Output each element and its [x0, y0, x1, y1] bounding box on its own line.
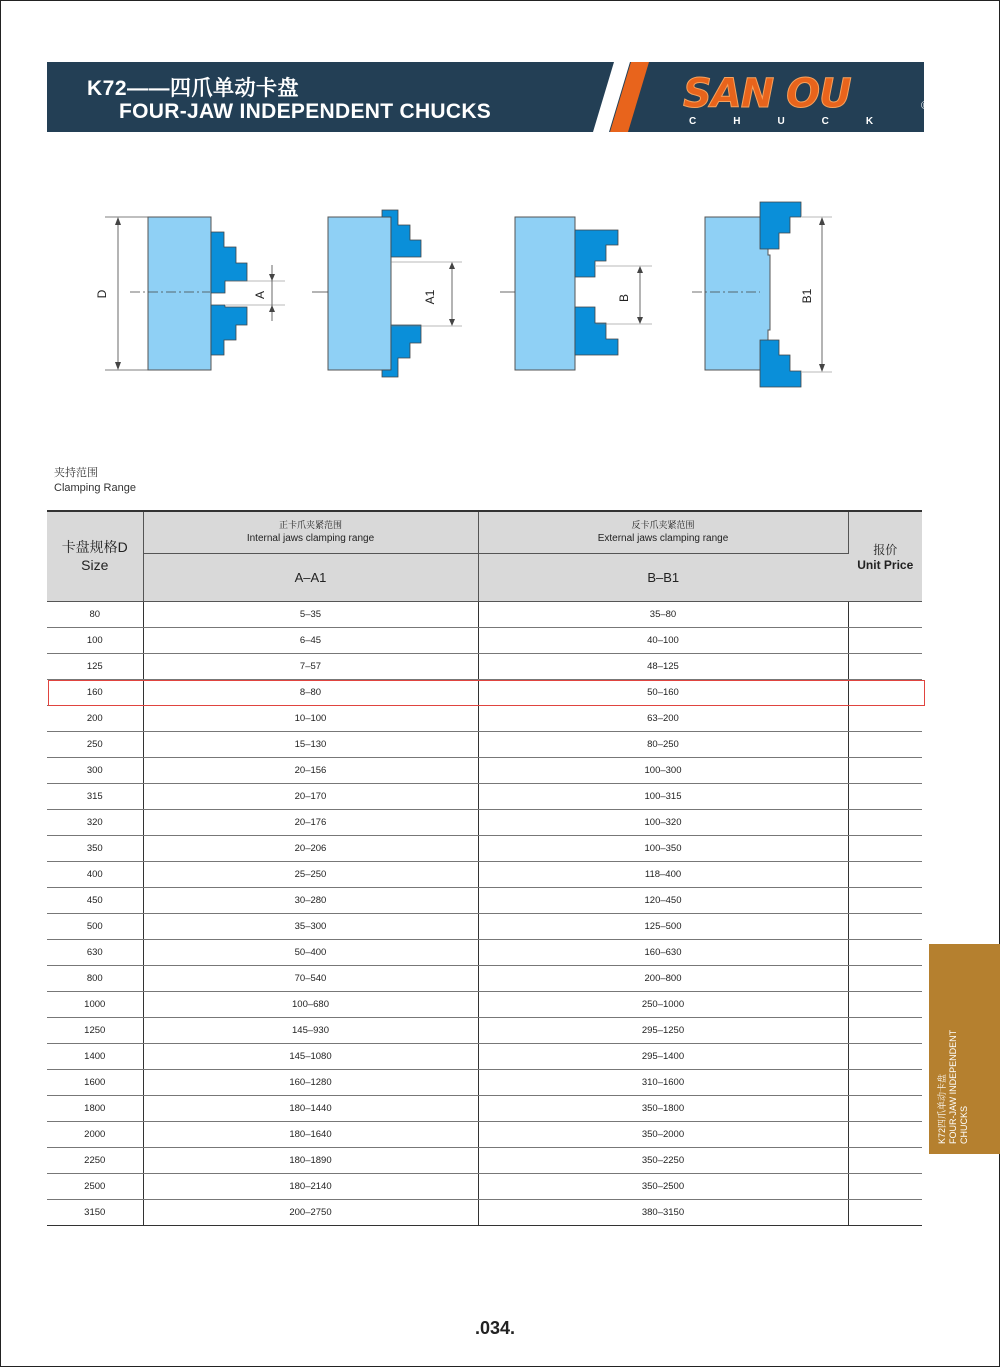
cell-unit-price — [848, 835, 922, 861]
cell-unit-price — [848, 1121, 922, 1147]
cell-unit-price — [848, 705, 922, 731]
cell-external-range: 380–3150 — [478, 1199, 848, 1225]
chuck-diagrams — [0, 195, 1000, 395]
header-internal — [143, 511, 478, 553]
side-tab-line2: FOUR-JAW INDEPENDENT — [948, 1029, 958, 1144]
jaw-lower — [575, 307, 618, 355]
header-internal-sub: A–A1 — [143, 553, 478, 601]
table-row — [47, 731, 922, 757]
header-internal-cn: 正卡爪夹紧范围 — [278, 520, 342, 531]
cell-unit-price — [848, 653, 922, 679]
cell-external-range: 350–2000 — [478, 1121, 848, 1147]
cell-unit-price — [848, 731, 922, 757]
page-number: .034. — [474, 1318, 516, 1338]
cell-external-range: 100–350 — [478, 835, 848, 861]
table-row — [47, 1095, 922, 1121]
table-row — [47, 1069, 922, 1095]
cell-internal-range: 20–176 — [143, 809, 478, 835]
dim-label-b: B — [617, 293, 631, 303]
table-row — [47, 653, 922, 679]
header-size-en: Size — [81, 557, 109, 574]
cell-internal-range: 100–680 — [143, 991, 478, 1017]
cell-internal-range: 160–1280 — [143, 1069, 478, 1095]
registered-mark: ® — [921, 100, 930, 112]
header-size — [47, 511, 143, 601]
chuck-body — [515, 217, 575, 370]
cell-internal-range: 20–206 — [143, 835, 478, 861]
cell-unit-price — [848, 783, 922, 809]
dim-label-a: A — [253, 290, 267, 300]
table-row — [47, 705, 922, 731]
cell-unit-price — [848, 757, 922, 783]
header-price-cn: 报价 — [873, 542, 898, 557]
cell-external-range: 48–125 — [478, 653, 848, 679]
cell-unit-price — [848, 601, 922, 627]
chuck-body — [328, 217, 391, 370]
cell-size: 160 — [47, 679, 143, 705]
table-row — [47, 1121, 922, 1147]
jaw-upper — [760, 202, 801, 249]
cell-internal-range: 5–35 — [143, 601, 478, 627]
cell-external-range: 295–1400 — [478, 1043, 848, 1069]
cell-internal-range: 145–930 — [143, 1017, 478, 1043]
side-tab — [929, 944, 1000, 1154]
diagram-internal-a1 — [312, 210, 462, 377]
page-title-cn: K72——四爪单动卡盘 — [87, 77, 300, 100]
cell-size: 3150 — [47, 1199, 143, 1225]
cell-internal-range: 180–1890 — [143, 1147, 478, 1173]
brand-sub: CHUCK — [689, 116, 911, 127]
side-tab-text — [937, 1030, 970, 1144]
table-row — [47, 835, 922, 861]
dim-label-b1: B1 — [800, 288, 814, 304]
cell-internal-range: 30–280 — [143, 887, 478, 913]
table-row — [47, 809, 922, 835]
header-external-cn: 反卡爪夹紧范围 — [631, 520, 695, 531]
cell-external-range: 35–80 — [478, 601, 848, 627]
cell-internal-range: 180–1640 — [143, 1121, 478, 1147]
cell-size: 2000 — [47, 1121, 143, 1147]
cell-external-range: 310–1600 — [478, 1069, 848, 1095]
cell-size: 630 — [47, 939, 143, 965]
cell-unit-price — [848, 913, 922, 939]
header-size-cn: 卡盘规格D — [61, 539, 128, 556]
table-row — [47, 1147, 922, 1173]
table-row — [47, 627, 922, 653]
header-external-en: External jaws clamping range — [597, 533, 729, 545]
cell-unit-price — [848, 965, 922, 991]
cell-size: 500 — [47, 913, 143, 939]
table-row — [47, 1173, 922, 1199]
cell-unit-price — [848, 991, 922, 1017]
cell-external-range: 350–1800 — [478, 1095, 848, 1121]
table-row — [47, 1017, 922, 1043]
cell-internal-range: 145–1080 — [143, 1043, 478, 1069]
table-row — [47, 861, 922, 887]
clamping-range-table — [47, 510, 922, 1226]
cell-internal-range: 6–45 — [143, 627, 478, 653]
header-external-sub: B–B1 — [478, 553, 848, 601]
table-row — [47, 757, 922, 783]
cell-external-range: 40–100 — [478, 627, 848, 653]
jaw-upper — [211, 232, 247, 293]
table-row — [47, 1199, 922, 1225]
diagram-external-b — [500, 217, 652, 370]
cell-size: 2250 — [47, 1147, 143, 1173]
page-title-en: FOUR-JAW INDEPENDENT CHUCKS — [119, 100, 492, 123]
table-row — [47, 601, 922, 627]
table-row — [47, 887, 922, 913]
cell-unit-price — [848, 861, 922, 887]
cell-size: 800 — [47, 965, 143, 991]
cell-external-range: 50–160 — [478, 679, 848, 705]
table-row — [47, 939, 922, 965]
cell-external-range: 250–1000 — [478, 991, 848, 1017]
cell-size: 125 — [47, 653, 143, 679]
header-external — [478, 511, 848, 553]
jaw-lower — [211, 305, 247, 355]
cell-size: 200 — [47, 705, 143, 731]
table-row — [47, 783, 922, 809]
cell-unit-price — [848, 1147, 922, 1173]
section-label-cn: 夹持范围 — [54, 467, 98, 479]
cell-size: 80 — [47, 601, 143, 627]
table-row — [47, 913, 922, 939]
cell-external-range: 350–2250 — [478, 1147, 848, 1173]
table-row — [47, 1043, 922, 1069]
cell-size: 350 — [47, 835, 143, 861]
cell-unit-price — [848, 1095, 922, 1121]
jaw-upper — [575, 230, 618, 277]
cell-size: 100 — [47, 627, 143, 653]
cell-internal-range: 8–80 — [143, 679, 478, 705]
cell-unit-price — [848, 939, 922, 965]
dim-label-a1: A1 — [423, 289, 437, 305]
cell-external-range: 118–400 — [478, 861, 848, 887]
cell-unit-price — [848, 1069, 922, 1095]
cell-external-range: 63–200 — [478, 705, 848, 731]
cell-external-range: 160–630 — [478, 939, 848, 965]
cell-size: 1800 — [47, 1095, 143, 1121]
cell-external-range: 80–250 — [478, 731, 848, 757]
cell-unit-price — [848, 887, 922, 913]
cell-size: 400 — [47, 861, 143, 887]
cell-internal-range: 35–300 — [143, 913, 478, 939]
cell-size: 1600 — [47, 1069, 143, 1095]
cell-external-range: 120–450 — [478, 887, 848, 913]
cell-internal-range: 20–156 — [143, 757, 478, 783]
table-row — [47, 991, 922, 1017]
cell-internal-range: 15–130 — [143, 731, 478, 757]
cell-size: 300 — [47, 757, 143, 783]
dim-label-d: D — [95, 289, 109, 299]
highlight-row-160 — [48, 680, 925, 706]
cell-internal-range: 20–170 — [143, 783, 478, 809]
cell-internal-range: 180–1440 — [143, 1095, 478, 1121]
cell-size: 320 — [47, 809, 143, 835]
brand-logo — [683, 71, 930, 127]
cell-internal-range: 25–250 — [143, 861, 478, 887]
section-label-en: Clamping Range — [54, 482, 136, 494]
cell-external-range: 350–2500 — [478, 1173, 848, 1199]
diagram-svg — [0, 195, 1000, 395]
header-internal-en: Internal jaws clamping range — [246, 533, 375, 545]
brand-name: SAN OU — [683, 71, 851, 117]
cell-size: 1000 — [47, 991, 143, 1017]
cell-external-range: 100–300 — [478, 757, 848, 783]
cell-unit-price — [848, 627, 922, 653]
header-band — [47, 62, 930, 132]
cell-size: 450 — [47, 887, 143, 913]
cell-internal-range: 10–100 — [143, 705, 478, 731]
cell-size: 315 — [47, 783, 143, 809]
cell-internal-range: 50–400 — [143, 939, 478, 965]
chuck-body — [148, 217, 211, 370]
cell-size: 250 — [47, 731, 143, 757]
cell-internal-range: 200–2750 — [143, 1199, 478, 1225]
cell-size: 2500 — [47, 1173, 143, 1199]
table-row — [47, 965, 922, 991]
side-tab-line3: CHUCKS — [959, 1105, 969, 1144]
cell-internal-range: 7–57 — [143, 653, 478, 679]
cell-external-range: 295–1250 — [478, 1017, 848, 1043]
cell-external-range: 100–320 — [478, 809, 848, 835]
side-tab-line1: K72四爪单动卡盘 — [937, 1073, 947, 1144]
header-price-en: Unit Price — [857, 557, 914, 572]
jaw-lower — [760, 340, 801, 387]
cell-unit-price — [848, 1199, 922, 1225]
cell-unit-price — [848, 1173, 922, 1199]
cell-unit-price — [848, 1017, 922, 1043]
cell-unit-price — [848, 1043, 922, 1069]
section-label — [54, 466, 136, 496]
header-price — [848, 511, 922, 601]
cell-external-range: 125–500 — [478, 913, 848, 939]
cell-external-range: 200–800 — [478, 965, 848, 991]
cell-unit-price — [848, 809, 922, 835]
cell-size: 1400 — [47, 1043, 143, 1069]
cell-size: 1250 — [47, 1017, 143, 1043]
cell-external-range: 100–315 — [478, 783, 848, 809]
cell-internal-range: 70–540 — [143, 965, 478, 991]
cell-internal-range: 180–2140 — [143, 1173, 478, 1199]
